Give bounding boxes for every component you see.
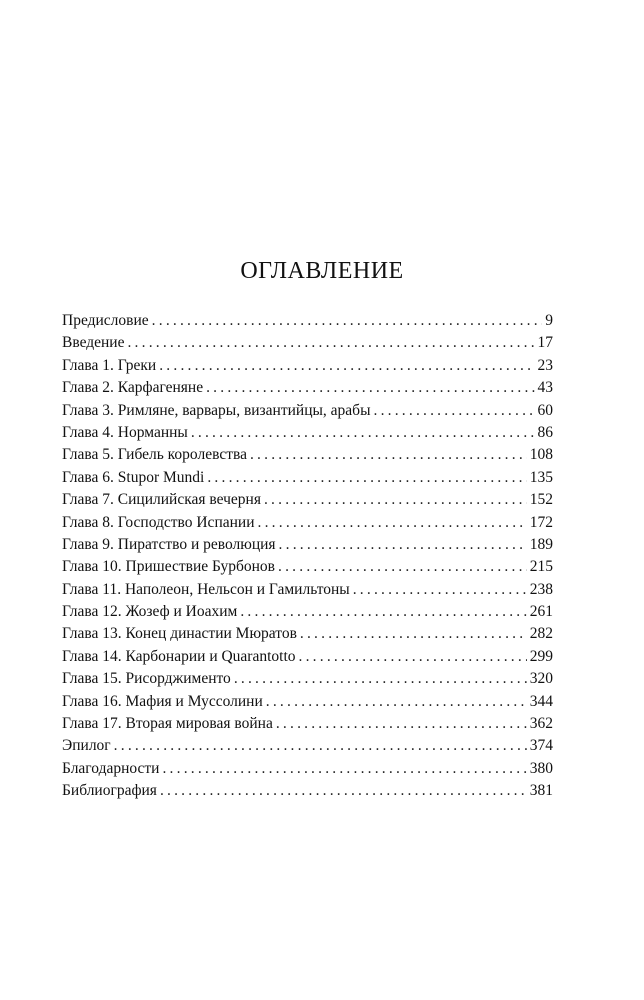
toc-entry: [62, 422, 553, 444]
toc-entry: [62, 400, 553, 422]
toc-entry-label: Глава 3. Римляне, варвары, византийцы, арабы: [62, 401, 371, 419]
toc-leader-dots: [264, 489, 527, 511]
toc-entry-page: 172: [529, 513, 553, 531]
toc-leader-dots: [266, 691, 527, 713]
toc-leader-dots: [127, 332, 534, 354]
toc-entry-page: 135: [529, 468, 553, 486]
toc-entry-page: 23: [537, 356, 553, 374]
toc-entry-label: Глава 12. Жозеф и Иоахим: [62, 603, 238, 621]
toc-entry-page: 9: [545, 312, 553, 329]
toc-entry: [62, 623, 553, 645]
toc-entry-page: 344: [529, 692, 553, 710]
toc-entry-label: Глава 17. Вторая мировая война: [62, 715, 273, 733]
toc-leader-dots: [206, 377, 534, 399]
toc-entry-label: Введение: [62, 334, 125, 352]
toc-entry-page: 60: [537, 401, 553, 419]
toc-entry-label: Глава 7. Сицилийская вечерня: [62, 491, 261, 509]
toc-entry-label: Глава 6. Stupor Mundi: [62, 468, 205, 486]
toc-entry-page: 299: [529, 647, 553, 665]
toc-leader-dots: [240, 601, 526, 623]
toc-entry-page: 282: [529, 625, 553, 643]
toc-entry: [62, 332, 553, 354]
toc-entry: [62, 355, 553, 377]
toc-entry-page: 374: [529, 737, 553, 755]
toc-leader-dots: [162, 758, 526, 780]
toc-leader-dots: [234, 668, 527, 690]
toc-entry: [62, 668, 553, 690]
toc-entry: [62, 512, 553, 534]
toc-entry: [62, 735, 553, 757]
toc-entry-label: Глава 10. Пришествие Бурбонов: [62, 558, 276, 576]
toc-entry-page: 261: [529, 603, 553, 621]
toc-leader-dots: [278, 556, 527, 578]
toc-leader-dots: [374, 400, 535, 422]
toc-entry-label: Глава 9. Пиратство и революция: [62, 535, 276, 553]
toc-entry: [62, 579, 553, 601]
toc-entry-page: 238: [529, 580, 553, 598]
toc-entry-label: Глава 1. Греки: [62, 356, 157, 374]
toc-entry-label: Библиография: [62, 782, 157, 800]
toc-leader-dots: [276, 713, 527, 735]
toc-entry-label: Глава 15. Рисорджименто: [62, 670, 231, 688]
toc-entry-label: Благодарности: [62, 759, 160, 777]
toc-entry: [62, 467, 553, 489]
toc-entry-page: 380: [529, 759, 553, 777]
toc-leader-dots: [299, 646, 527, 668]
toc-entry-page: 86: [537, 423, 553, 441]
toc-entry: [62, 758, 553, 780]
toc-list: [62, 310, 553, 803]
page-title: ОГЛАВЛЕНИЕ: [240, 258, 404, 284]
toc-entry-label: Глава 5. Гибель королевства: [62, 446, 247, 464]
toc-entry-page: 320: [529, 670, 553, 688]
toc-entry: [62, 534, 553, 556]
toc-entry-label: Глава 14. Карбонарии и Quarantotto: [62, 647, 296, 665]
toc-entry-page: 43: [537, 379, 553, 397]
toc-entry-label: Глава 8. Господство Испании: [62, 513, 255, 531]
toc-leader-dots: [160, 780, 527, 802]
toc-entry-label: Эпилог: [62, 737, 111, 755]
toc-leader-dots: [250, 444, 527, 466]
toc-entry-page: 381: [529, 782, 553, 800]
toc-entry: [62, 601, 553, 623]
toc-entry: [62, 377, 553, 399]
toc-leader-dots: [300, 623, 527, 645]
toc-entry-page: 215: [529, 558, 553, 576]
toc-entry-page: 362: [529, 715, 553, 733]
toc-leader-dots: [114, 735, 527, 757]
toc-entry: [62, 556, 553, 578]
toc-entry: [62, 489, 553, 511]
toc-entry-page: 152: [529, 491, 553, 509]
toc-entry: [62, 691, 553, 713]
toc-entry: [62, 444, 553, 466]
toc-entry: [62, 310, 553, 332]
toc-entry-label: Глава 4. Норманны: [62, 423, 188, 441]
toc-leader-dots: [191, 422, 535, 444]
toc-entry-label: Глава 16. Мафия и Муссолини: [62, 692, 263, 710]
toc-leader-dots: [159, 355, 534, 377]
toc-entry: [62, 646, 553, 668]
toc-entry-page: 189: [529, 535, 553, 553]
toc-entry: [62, 713, 553, 735]
toc-leader-dots: [152, 310, 543, 332]
toc-leader-dots: [353, 579, 527, 601]
toc-entry-page: 108: [529, 446, 553, 464]
toc-leader-dots: [207, 467, 526, 489]
toc-leader-dots: [279, 534, 527, 556]
toc-entry-label: Глава 13. Конец династии Мюратов: [62, 625, 297, 643]
toc-entry-page: 17: [537, 334, 553, 352]
toc-entry: [62, 780, 553, 802]
toc-entry-label: Глава 2. Карфагеняне: [62, 379, 204, 397]
toc-entry-label: Глава 11. Наполеон, Нельсон и Гамильтоны: [62, 580, 350, 598]
toc-leader-dots: [258, 512, 527, 534]
toc-entry-label: Предисловие: [62, 312, 149, 329]
